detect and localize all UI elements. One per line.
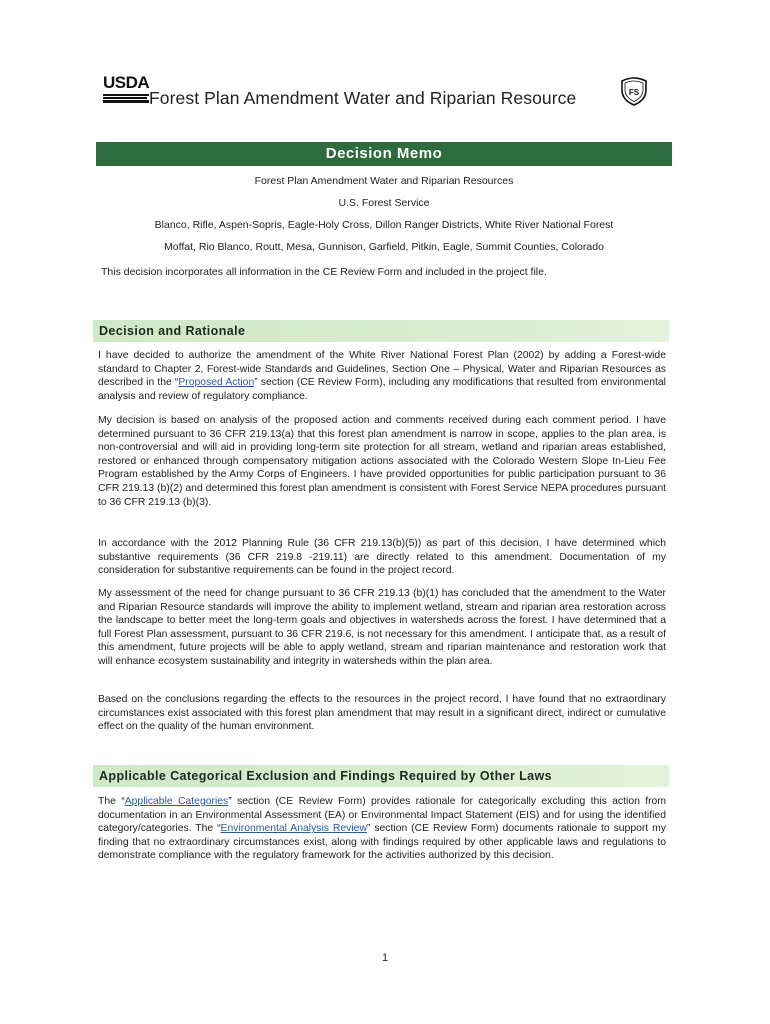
ranger-districts: Blanco, Rifle, Aspen-Sopris, Eagle-Holy Cross, Dillon Ranger Districts, White River National Forest	[154, 219, 614, 231]
counties: Moffat, Rio Blanco, Routt, Mesa, Gunnison, Garfield, Pitkin, Eagle, Summit Counties, Colorado	[164, 241, 604, 253]
section-heading-decision: Decision and Rationale	[93, 320, 669, 342]
exclusion-p1-text-a: The “	[98, 796, 125, 807]
page-number: 1	[381, 952, 389, 964]
agency-name: U.S. Forest Service	[338, 197, 430, 209]
usda-logo-stripes	[103, 94, 149, 103]
decision-paragraph-1	[98, 349, 666, 403]
project-name: Forest Plan Amendment Water and Riparian Resources	[254, 175, 514, 187]
exclusion-p1-text-b: ” section (CE Review Form) provides rationale for categorically excluding this action from documentation in an Environmental Assessment (EA) or Environmental Impact Statement (EIS) and for using the identified category/categories. The “	[98, 796, 666, 835]
decision-paragraph-5: Based on the conclusions regarding the effects to the resources in the project record, I have found that no extraordinary circumstances exist associated with this forest plan amendment that may result in a significant direct, indirect or cumulative effect on the quality of the human environment.	[98, 694, 666, 733]
shield-text: FS	[628, 88, 640, 97]
proposed-action-link[interactable]: Proposed Action	[178, 377, 255, 389]
usda-logo	[103, 74, 149, 108]
section-heading-exclusion: Applicable Categorical Exclusion and Findings Required by Other Laws	[93, 765, 669, 787]
incorporation-statement: This decision incorporates all information in the CE Review Form and included in the project file.	[101, 266, 547, 278]
usda-logo-text: USDA	[103, 73, 150, 92]
decision-paragraph-4: My assessment of the need for change pursuant to 36 CFR 219.13 (b)(1) has concluded that the amendment to the Water and Riparian Resource standards will improve the ability to implement wetland, stream and riparian area restoration across the landscape to better meet the long-term goals and objectives in watersheds across the forest. I have determined that a full Forest Plan assessment, pursuant to 36 CFR 219.6, is not necessary for this amendment. I anticipate that, as a result of this amendment, future projects will be able to apply wetland, stream and riparian maintenance and restoration work that will enhance ecosystem sustainability and integrity in watersheds within the plan area.	[98, 588, 666, 667]
exclusion-p1-text-c: ” section (CE Review Form) documents rationale to support my finding that no extraordinary circumstances exist, along with findings required by other applicable laws and regulations to demonstrate compliance with the regulatory framework for the activities authorized by this decision.	[98, 823, 666, 862]
forest-service-shield-icon	[620, 76, 648, 106]
decision-p1-text-b: ” section (CE Review Form), including any modifications that resulted from environmental analysis and review of regulatory compliance.	[98, 377, 666, 402]
page-title: Forest Plan Amendment Water and Riparian Resource	[149, 88, 577, 108]
environmental-analysis-review-link[interactable]: Environmental Analysis Review	[220, 823, 367, 835]
decision-paragraph-2: My decision is based on analysis of the proposed action and comments received during each comment period. I have determined pursuant to 36 CFR 219.13(a) that this forest plan amendment is narrow in scope, applies to the plan area, is non-controversial and will aid in providing long-term site protection for all stream, wetland and riparian areas established, restored or enhanced through compensatory mitigation actions associated with the Colorado Western Slope In-Lieu Fee Program established by the Army Corps of Engineers. I have provided opportunities for public participation pursuant to 36 CFR 219.13 (b)(2) and determined this forest plan amendment is consistent with Forest Service NEPA procedures pursuant to 36 CFR 219.13 (b)(3).	[98, 415, 666, 508]
applicable-categories-link[interactable]: Applicable Categories	[124, 796, 229, 807]
decision-memo-banner: Decision Memo	[96, 142, 672, 166]
exclusion-paragraph-1	[98, 795, 666, 863]
decision-p1-text-a: I have decided to authorize the amendment of the White River National Forest Plan (2002) by adding a Forest-wide standard to Chapter 2, Forest-wide Standards and Guidelines, Section One – Physical, Water and Riparian Resources as described in the “	[98, 350, 666, 389]
decision-paragraph-3: In accordance with the 2012 Planning Rule (36 CFR 219.13(b)(5)) as part of this decision, I have determined which substantive requirements (36 CFR 219.8 -219.11) are directly related to this amendment. Documentation of my consideration for substantive requirements can be found in the project record.	[98, 538, 666, 577]
